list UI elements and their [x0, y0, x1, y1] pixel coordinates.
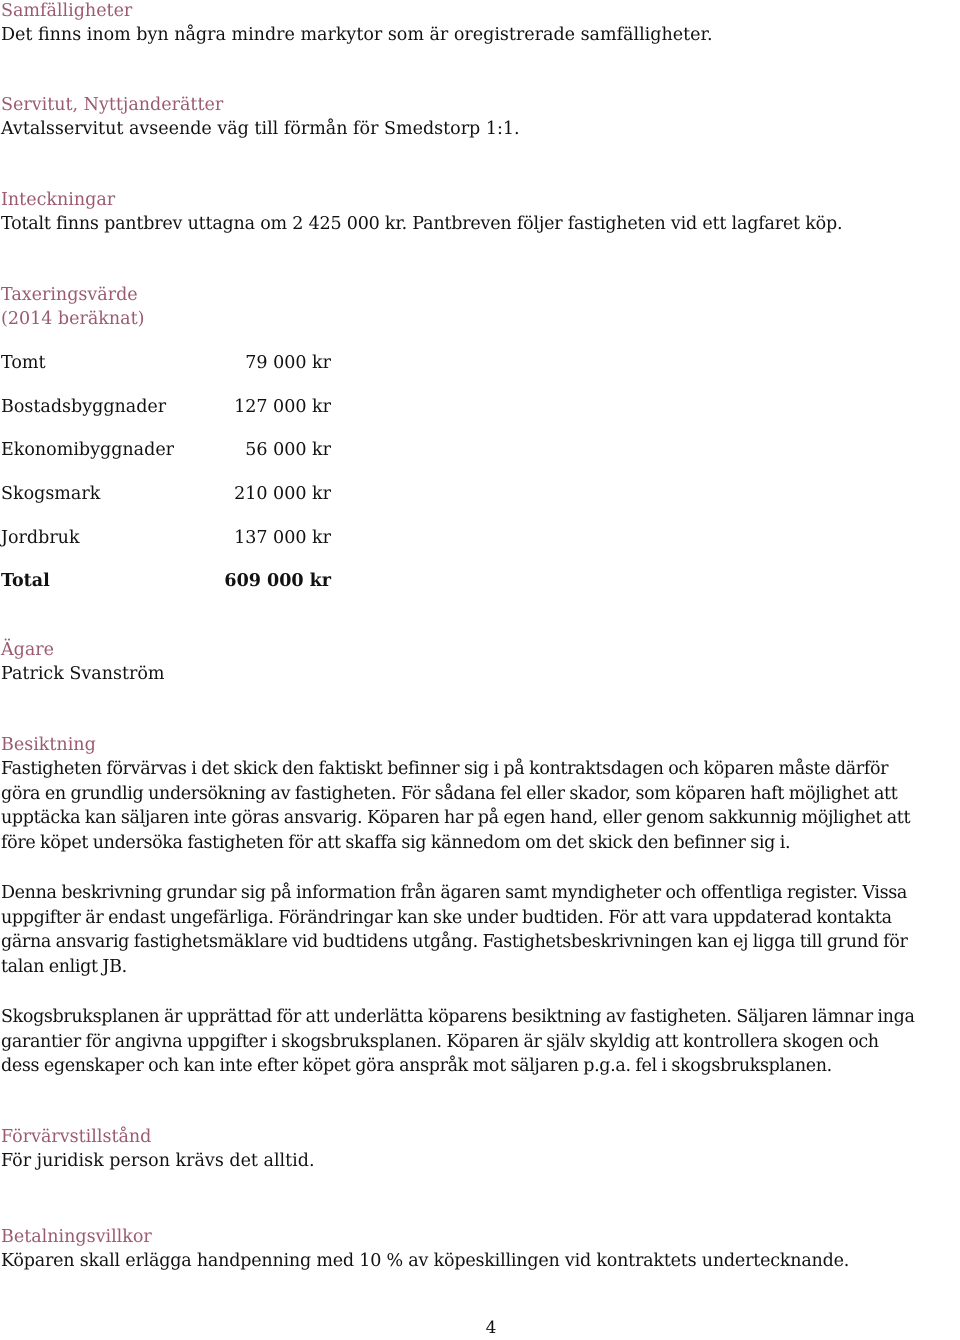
- section-besiktning: [1, 733, 959, 856]
- section-forvarvstillstand: [1, 1125, 959, 1174]
- paragraph-line: göra en grundlig undersökning av fastigheten. För sådana fel eller skador, som köparen haft möjlighet att: [1, 783, 898, 804]
- tax-row-total: [1, 569, 401, 593]
- text-betalningsvillkor: Köparen skall erlägga handpenning med 10 % av köpeskillingen vid kontraktets undertecknande.: [1, 1251, 850, 1271]
- tax-value: 127 000 kr: [234, 397, 331, 417]
- besiktning-paragraph-3: [1, 1005, 959, 1079]
- paragraph-line: upptäcka kan säljaren inte göras ansvarig. Köparen har på egen hand, eller genom sakkunnig möjlighet att: [1, 808, 911, 829]
- section-agare: [1, 638, 959, 687]
- tax-label: Bostadsbyggnader: [1, 397, 167, 417]
- besiktning-paragraph-1: [1, 757, 959, 856]
- tax-row-tomt: [1, 351, 401, 375]
- section-taxering: [1, 283, 959, 331]
- tax-value: 137 000 kr: [234, 528, 331, 548]
- heading-betalningsvillkor: Betalningsvillkor: [1, 1227, 152, 1247]
- tax-row-bostadsbyggnader: [1, 395, 401, 419]
- besiktning-paragraph-2: [1, 881, 959, 980]
- heading-taxering: Taxeringsvärde: [1, 285, 138, 305]
- paragraph-line: före köpet undersöka fastigheten för att skaffa sig kännedom om det skick den befinner sig i.: [1, 833, 791, 854]
- heading-agare: Ägare: [1, 640, 54, 660]
- tax-label-total: Total: [1, 571, 50, 591]
- heading-inteckningar: Inteckningar: [1, 190, 116, 210]
- heading-servitut: Servitut, Nyttjanderätter: [1, 95, 224, 115]
- section-betalningsvillkor: [1, 1225, 959, 1274]
- paragraph-line: dess egenskaper och kan inte efter köpet göra anspråk mot säljaren p.g.a. fel i skogsbruksplanen.: [1, 1056, 832, 1077]
- text-inteckningar: Totalt finns pantbrev uttagna om 2 425 000 kr. Pantbreven följer fastigheten vid ett lagfaret köp.: [1, 214, 843, 234]
- tax-row-ekonomibyggnader: [1, 438, 401, 462]
- heading-besiktning: Besiktning: [1, 735, 96, 755]
- tax-value: 210 000 kr: [234, 484, 331, 504]
- paragraph-line: Fastigheten förvärvas i det skick den faktiskt befinner sig i på kontraktsdagen och köparen måste därför: [1, 759, 889, 779]
- tax-value-total: 609 000 kr: [224, 571, 331, 591]
- section-servitut: [1, 93, 959, 142]
- heading-forvarvstillstand: Förvärvstillstånd: [1, 1127, 152, 1147]
- text-servitut: Avtalsservitut avseende väg till förmån för Smedstorp 1:1.: [1, 119, 520, 139]
- text-forvarvstillstand: För juridisk person krävs det alltid.: [1, 1151, 315, 1171]
- paragraph-line: talan enligt JB.: [1, 957, 127, 978]
- tax-label: Skogsmark: [1, 484, 101, 504]
- tax-value: 56 000 kr: [245, 440, 331, 460]
- paragraph-line: gärna ansvarig fastighetsmäklare vid budtidens utgång. Fastighetsbeskrivningen kan ej ligga till grund för: [1, 932, 908, 953]
- paragraph-line: garantier för angivna uppgifter i skogsbruksplanen. Köparen är själv skyldig att kontrollera skogen och: [1, 1031, 879, 1052]
- subheading-taxering: (2014 beräknat): [1, 309, 145, 329]
- tax-value: 79 000 kr: [245, 353, 331, 373]
- tax-label: Ekonomibyggnader: [1, 440, 175, 460]
- paragraph-line: Denna beskrivning grundar sig på information från ägaren samt myndigheter och offentliga register. Vissa: [1, 883, 907, 903]
- paragraph-line: uppgifter är endast ungefärliga. Förändringar kan ske under budtiden. För att vara uppdaterad kontakta: [1, 907, 892, 928]
- tax-label: Jordbruk: [1, 528, 80, 548]
- tax-row-jordbruk: [1, 526, 401, 550]
- text-agare: Patrick Svanström: [1, 664, 165, 684]
- text-samfalligheter: Det finns inom byn några mindre markytor som är oregistrerade samfälligheter.: [1, 25, 713, 45]
- section-samfalligheter: [1, 0, 959, 48]
- tax-row-skogsmark: [1, 482, 401, 506]
- tax-label: Tomt: [1, 353, 46, 373]
- page-number: 4: [485, 1318, 497, 1338]
- section-inteckningar: [1, 188, 959, 237]
- heading-samfalligheter: Samfälligheter: [1, 1, 133, 21]
- paragraph-line: Skogsbruksplanen är upprättad för att underlätta köparens besiktning av fastigheten. Säljaren lämnar inga: [1, 1007, 915, 1027]
